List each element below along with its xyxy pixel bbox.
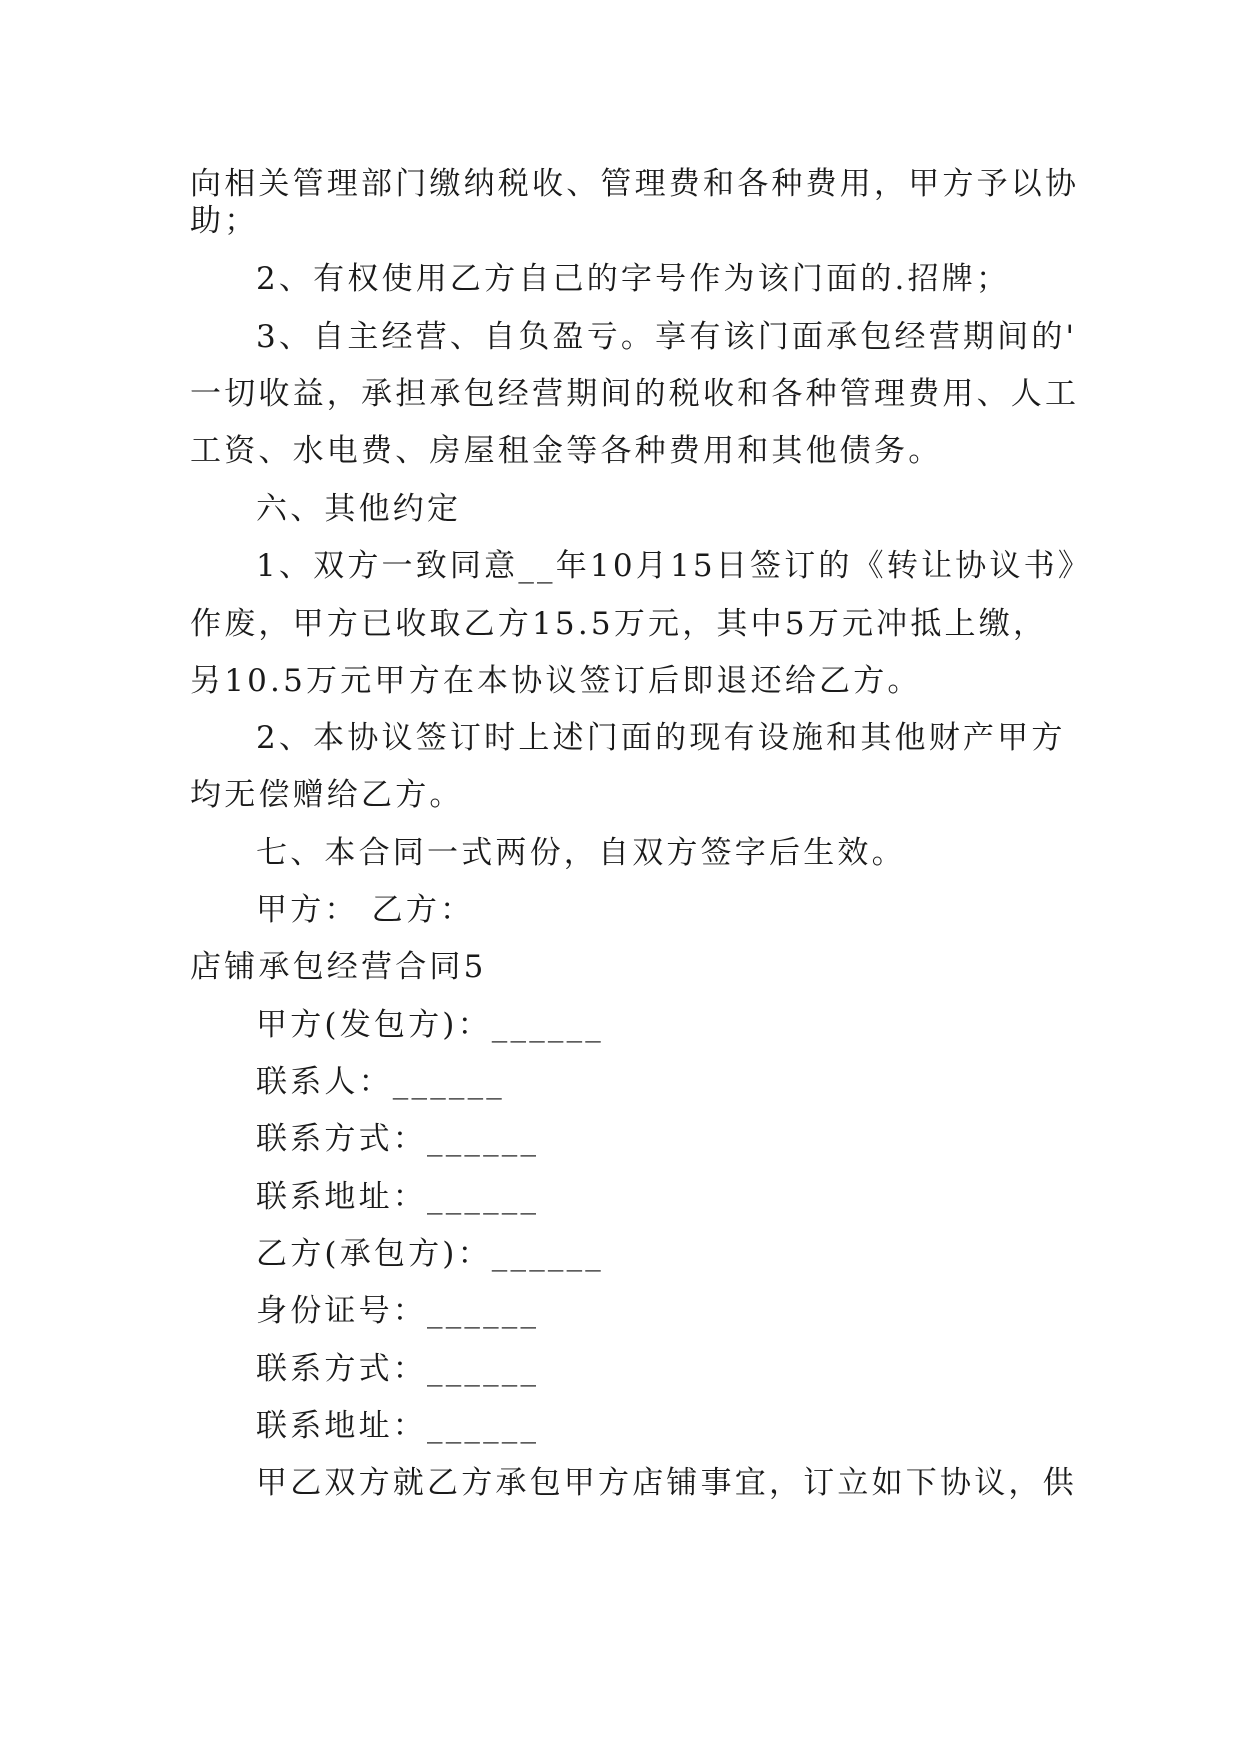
contract-title: 店铺承包经营合同5 [190, 949, 487, 985]
paragraph-line: 1、双方一致同意__年10月15日签订的《转让协议书》 [256, 548, 1093, 584]
paragraph-line: 七、本合同一式两份，自双方签字后生效。 [256, 835, 906, 871]
form-field-line: 身份证号：______ [256, 1293, 540, 1329]
paragraph-line: 一切收益，承担承包经营期间的税收和各种管理费用、人工 [190, 376, 1080, 412]
paragraph-line: 2、有权使用乙方自己的字号作为该门面的.招牌； [256, 261, 1011, 297]
paragraph-line: 2、本协议签订时上述门面的现有设施和其他财产甲方 [256, 720, 1066, 756]
signature-line: 甲方： 乙方： [256, 892, 475, 928]
paragraph-line: 作废，甲方已收取乙方15.5万元，其中5万元冲抵上缴， [190, 606, 1048, 642]
form-field-line: 乙方(承包方)：______ [256, 1236, 604, 1272]
form-field-line: 联系地址：______ [256, 1179, 540, 1215]
paragraph-line: 3、自主经营、自负盈亏。享有该门面承包经营期间的' [256, 319, 1078, 355]
form-field-line: 联系人：______ [256, 1064, 505, 1100]
paragraph-line: 均无偿赠给乙方。 [190, 777, 464, 813]
form-field-line: 甲方(发包方)：______ [256, 1007, 604, 1043]
paragraph-line: 向相关管理部门缴纳税收、管理费和各种费用，甲方予以协 [190, 166, 1080, 202]
paragraph-line: 工资、水电费、房屋租金等各种费用和其他债务。 [190, 433, 943, 469]
paragraph-line: 另10.5万元甲方在本协议签订后即退还给乙方。 [190, 663, 922, 699]
paragraph-line: 助； [190, 203, 259, 239]
form-field-line: 联系地址：______ [256, 1408, 540, 1444]
form-field-line: 联系方式：______ [256, 1121, 540, 1157]
section-heading: 六、其他约定 [256, 491, 462, 527]
paragraph-line: 甲乙双方就乙方承包甲方店铺事宜，订立如下协议，供 [256, 1465, 1077, 1501]
form-field-line: 联系方式：______ [256, 1351, 540, 1387]
